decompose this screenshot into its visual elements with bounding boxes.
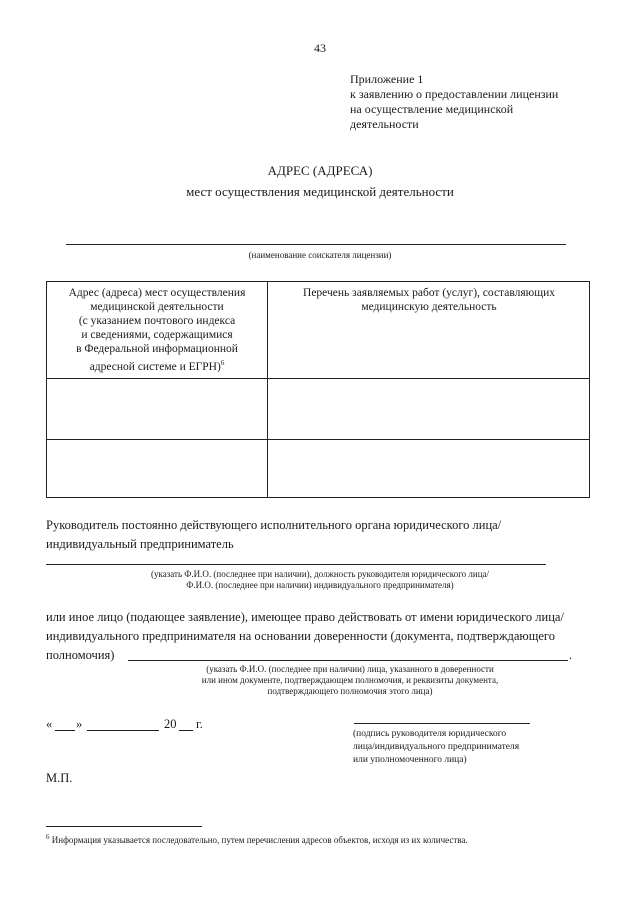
address-column-header: Адрес (адреса) мест осуществления медицинской деятельности (с указанием почтового индекса и сведениями, содержащимися в Федеральной информационной адресной системе и ЕГРН)$^6$	[68, 287, 246, 373]
address-table	[46, 281, 590, 498]
date-close-quote: »	[76, 717, 83, 731]
date-open-quote: «	[46, 717, 53, 731]
appendix-heading	[350, 72, 558, 132]
applicant-caption: (наименование соискателя лицензии)	[248, 250, 392, 260]
signature-caption: (подпись руководителя юридического лица/индивидуального предпринимателя или уполномоченного лица)	[353, 729, 520, 765]
appendix-line: деятельности	[350, 117, 419, 131]
address-cell-row-2[interactable]	[47, 440, 266, 497]
date-month-line[interactable]	[87, 730, 159, 731]
head-text: Руководитель постоянно действующего исполнительного органа юридического лица/ индивидуальный предприниматель	[46, 518, 502, 551]
appendix-line: на осуществление медицинской	[350, 102, 514, 116]
footnote-mark: 6	[220, 359, 225, 367]
address-cell-row-1[interactable]	[47, 379, 266, 438]
page-number: 43	[314, 41, 326, 55]
signature-line[interactable]	[354, 723, 530, 724]
other-person-period: .	[569, 648, 573, 662]
other-person-line[interactable]	[128, 660, 568, 661]
date-day-line[interactable]	[55, 730, 75, 731]
footnote-mark: 6	[46, 833, 50, 841]
date-year-prefix: 20	[164, 717, 177, 731]
services-cell-row-1[interactable]	[268, 379, 589, 438]
head-caption: (указать Ф.И.О. (последнее при наличии), должность руководителя юридического лица/ Ф.И.О. (последнее при наличии) индивидуального предпринимателя)	[150, 569, 490, 590]
other-person-caption: (указать Ф.И.О. (последнее при наличии) лица, указанного в доверенности или ином документе, подтверждающем полномочия, и реквизиты документа, подтверждающего полномочия этого лица)	[201, 664, 499, 696]
document-title: АДРЕС (АДРЕСА)	[267, 163, 373, 178]
services-cell-row-2[interactable]	[268, 440, 589, 497]
footnote-text: Информация указывается последовательно, путем перечисления адресов объектов, исходя из их количества.	[51, 835, 468, 845]
appendix-line: к заявлению о предоставлении лицензии	[350, 87, 559, 101]
services-column-header: Перечень заявляемых работ (услуг), составляющих медицинскую деятельность	[303, 287, 555, 313]
other-person-text: или иное лицо (подающее заявление), имеющее право действовать от имени юридического лица/ индивидуального предпринимателя на основании доверенности (документа, подтверждающего полномочия)	[46, 610, 564, 662]
date-year-line[interactable]	[179, 730, 193, 731]
document-subtitle: мест осуществления медицинской деятельности	[186, 184, 454, 199]
date-year-suffix: г.	[196, 717, 203, 731]
applicant-name-line[interactable]	[66, 244, 566, 245]
appendix-line: Приложение 1	[350, 72, 424, 86]
footnote-separator	[46, 826, 202, 827]
footnote	[46, 833, 468, 845]
stamp-label: М.П.	[46, 771, 73, 785]
head-name-line[interactable]	[46, 564, 546, 565]
